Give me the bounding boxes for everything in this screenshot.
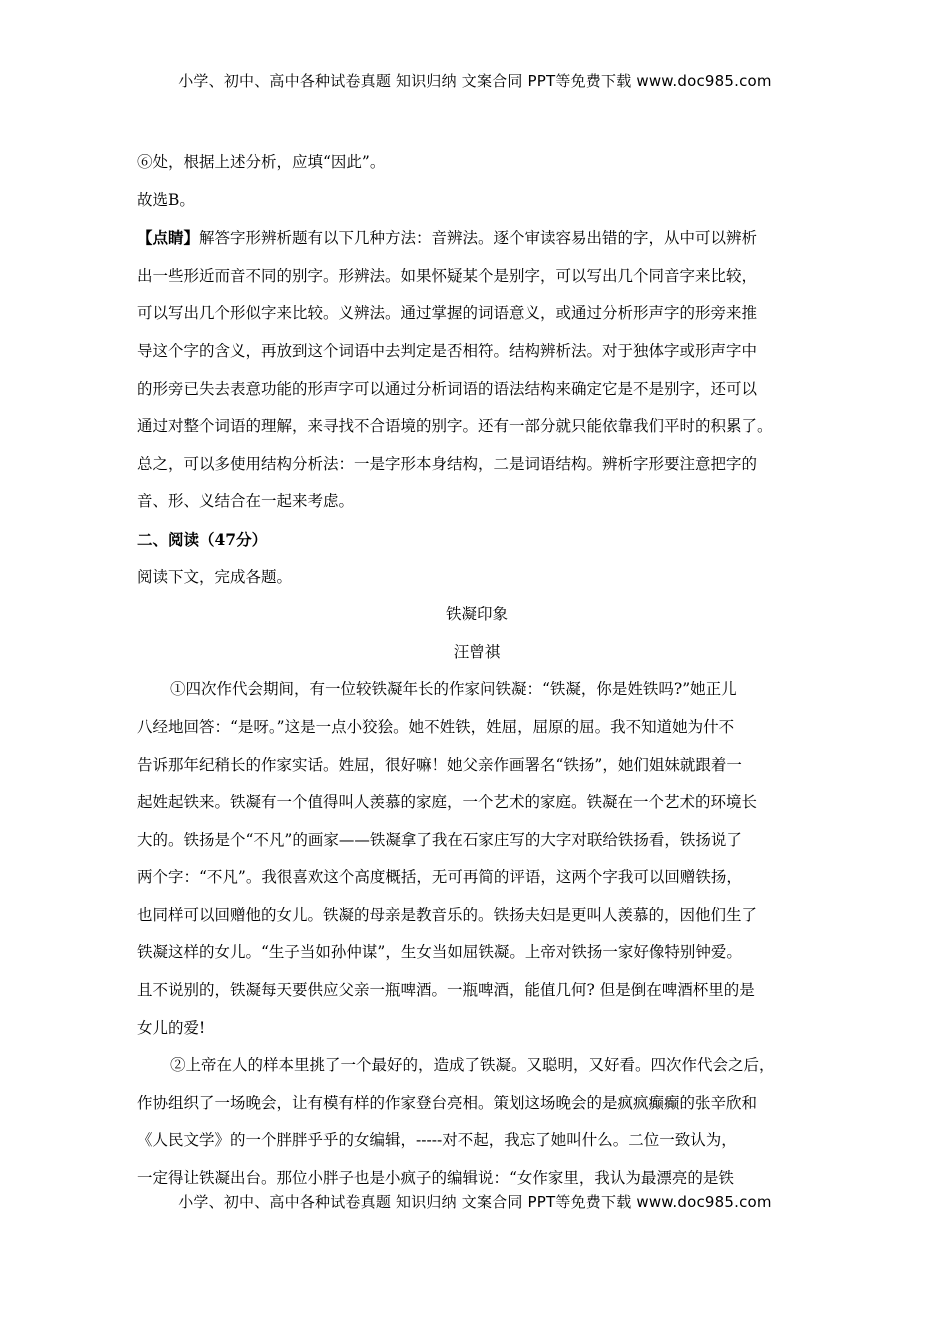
article-title: 铁凝印象 xyxy=(445,605,508,624)
paragraph-line: ②上帝在人的样本里挑了一个最好的，造成了铁凝。又聪明，又好看。四次作代会之后， xyxy=(170,1056,775,1075)
tip-line: 出一些形近而音不同的别字。形辨法。如果怀疑某个是别字，可以写出几个同音字来比较， xyxy=(137,266,758,285)
paragraph-line: 八经地回答：“是呀。”这是一点小狡狯。她不姓铁，姓屈，屈原的屈。我不知道她为什不 xyxy=(137,717,735,736)
paragraph-line: 起姓起铁来。铁凝有一个值得叫人羡慕的家庭，一个艺术的家庭。铁凝在一个艺术的环境长 xyxy=(137,793,758,812)
tip-line: 音、形、义结合在一起来考虑。 xyxy=(137,492,355,511)
answer-line: ⑥处，根据上述分析，应填“因此”。 xyxy=(137,153,386,171)
paragraph-line: 铁凝这样的女儿。“生子当如孙仲谋”，生女当如屈铁凝。上帝对铁扬一家好像特别钟爱。 xyxy=(137,943,742,962)
paragraph-line: 也同样可以回赠他的女儿。铁凝的母亲是教音乐的。铁扬夫妇是更叫人羡慕的，因他们生了 xyxy=(137,905,758,924)
tip-line: 【点睛】解答字形辨析题有以下几种方法：音辨法。逐个审读容易出错的字，从中可以辨析 xyxy=(137,228,758,248)
paragraph-line: 作协组织了一场晚会，让有模有样的作家登台亮相。策划这场晚会的是疯疯癫癫的张辛欣和 xyxy=(137,1093,758,1112)
paragraph-line: ①四次作代会期间，有一位较铁凝年长的作家问铁凝：“铁凝，你是姓铁吗?”她正儿 xyxy=(170,680,737,699)
paragraph-line: 告诉那年纪稍长的作家实话。姓屈，很好嘛！她父亲作画署名“铁扬”，她们姐妹就跟着一 xyxy=(137,755,742,774)
tip-line: 通过对整个词语的理解，来寻找不合语境的别字。还有一部分就只能依靠我们平时的积累了。 xyxy=(137,417,773,436)
tip-line: 的形旁已失去表意功能的形声字可以通过分析词语的语法结构来确定它是不是别字，还可以 xyxy=(137,379,758,398)
section-heading: 二、阅读（47分） xyxy=(137,529,268,549)
tip-line: 导这个字的含义，再放到这个词语中去判定是否相符。结构辨析法。对于独体字或形声字中 xyxy=(137,341,758,360)
paragraph-line: 大的。铁扬是个“不凡”的画家——铁凝拿了我在石家庄写的大字对联给铁扬看，铁扬说了 xyxy=(137,830,742,849)
page-content xyxy=(137,144,817,1198)
paragraph-line: 且不说别的，铁凝每天要供应父亲一瓶啤酒。一瓶啤酒，能值几何? 但是倒在啤酒杯里的是 xyxy=(137,981,755,1000)
paragraph-line: 女儿的爱! xyxy=(137,1018,206,1037)
paragraph-line: 一定得让铁凝出台。那位小胖子也是小疯子的编辑说：“女作家里，我认为最漂亮的是铁 xyxy=(137,1169,734,1188)
paragraph-line: 《人民文学》的一个胖胖乎乎的女编辑，-----对不起，我忘了她叫什么。二位一致认为， xyxy=(137,1131,737,1150)
tip-line: 总之，可以多使用结构分析法：一是字形本身结构，二是词语结构。辨析字形要注意把字的 xyxy=(137,454,758,473)
article-author: 汪曾祺 xyxy=(453,642,501,661)
page-header: 小学、初中、高中各种试卷真题 知识归纳 文案合同 PPT等免费下载 www.doc985.com xyxy=(178,72,772,90)
tip-line: 可以写出几个形似字来比较。义辨法。通过掌握的词语意义，或通过分析形声字的形旁来推 xyxy=(137,304,758,323)
paragraph-line: 两个字：“不凡”。我很喜欢这个高度概括，无可再简的评语，这两个字我可以回赠铁扬， xyxy=(137,868,742,887)
section-instruction: 阅读下文，完成各题。 xyxy=(137,567,293,586)
answer-choice: 故选B。 xyxy=(137,190,195,209)
page-footer: 小学、初中、高中各种试卷真题 知识归纳 文案合同 PPT等免费下载 www.doc985.com xyxy=(178,1193,772,1211)
tip-label: 【点睛】 xyxy=(137,228,200,248)
